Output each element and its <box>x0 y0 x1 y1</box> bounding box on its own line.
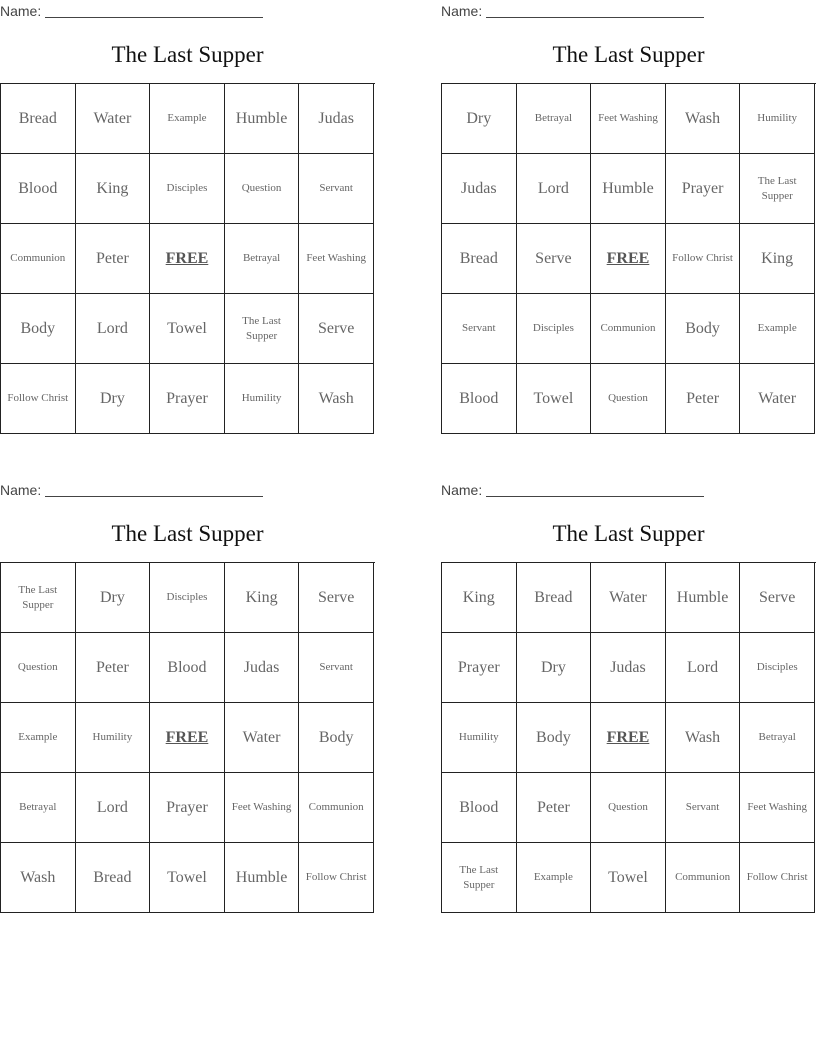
card-title: The Last Supper <box>111 521 264 546</box>
bingo-cell[interactable]: Bread <box>1 84 76 154</box>
bingo-cell[interactable]: The Last Supper <box>225 294 300 364</box>
bingo-cell[interactable]: Communion <box>666 843 741 913</box>
name-field-row <box>441 479 816 501</box>
bingo-cell[interactable]: Bread <box>442 224 517 294</box>
bingo-cell[interactable]: Feet Washing <box>225 773 300 843</box>
bingo-cell[interactable]: Water <box>591 563 666 633</box>
bingo-cell[interactable]: Question <box>591 773 666 843</box>
bingo-cell[interactable]: Bread <box>76 843 151 913</box>
card-title: The Last Supper <box>111 42 264 67</box>
bingo-cell[interactable]: Follow Christ <box>666 224 741 294</box>
bingo-cell[interactable]: Question <box>225 154 300 224</box>
bingo-cell[interactable]: Prayer <box>150 364 225 434</box>
bingo-cell[interactable]: The Last Supper <box>442 843 517 913</box>
bingo-cell[interactable]: Body <box>517 703 592 773</box>
bingo-cell[interactable]: Towel <box>150 843 225 913</box>
bingo-cell[interactable]: Example <box>150 84 225 154</box>
bingo-cell[interactable]: Disciples <box>150 563 225 633</box>
bingo-cell[interactable]: Water <box>225 703 300 773</box>
name-field-row <box>441 0 816 22</box>
bingo-cell[interactable]: Peter <box>76 224 151 294</box>
bingo-cell[interactable]: Water <box>740 364 815 434</box>
bingo-cell[interactable]: Wash <box>666 703 741 773</box>
bingo-cell[interactable]: Betrayal <box>1 773 76 843</box>
bingo-cell[interactable]: Betrayal <box>517 84 592 154</box>
bingo-cell[interactable]: Lord <box>76 773 151 843</box>
name-label: Name: <box>441 3 483 19</box>
bingo-cell[interactable]: Peter <box>517 773 592 843</box>
name-field-row <box>0 0 375 22</box>
free-space-cell[interactable]: FREE <box>150 224 225 294</box>
bingo-cell[interactable]: Serve <box>517 224 592 294</box>
bingo-cell[interactable]: Lord <box>517 154 592 224</box>
name-blank-line[interactable] <box>45 3 263 18</box>
bingo-cell[interactable]: Follow Christ <box>740 843 815 913</box>
bingo-cell[interactable]: Dry <box>76 563 151 633</box>
bingo-cell[interactable]: Humility <box>740 84 815 154</box>
bingo-cell[interactable]: Servant <box>299 154 374 224</box>
bingo-cell[interactable]: Feet Washing <box>299 224 374 294</box>
bingo-cell[interactable]: Serve <box>299 294 374 364</box>
bingo-cell[interactable]: Servant <box>299 633 374 703</box>
bingo-card-4 <box>441 479 816 913</box>
bingo-cell[interactable]: Humble <box>225 84 300 154</box>
bingo-cell[interactable]: Serve <box>299 563 374 633</box>
bingo-cell[interactable]: Betrayal <box>225 224 300 294</box>
bingo-cell[interactable]: Serve <box>740 563 815 633</box>
bingo-cell[interactable]: Disciples <box>740 633 815 703</box>
bingo-cell[interactable]: Humility <box>225 364 300 434</box>
bingo-card-1 <box>0 0 375 434</box>
bingo-cell[interactable]: King <box>76 154 151 224</box>
name-blank-line[interactable] <box>486 482 704 497</box>
bingo-cell[interactable]: Disciples <box>150 154 225 224</box>
bingo-grid <box>441 83 816 434</box>
name-blank-line[interactable] <box>45 482 263 497</box>
free-space-cell[interactable]: FREE <box>591 703 666 773</box>
bingo-cell[interactable]: Feet Washing <box>740 773 815 843</box>
bingo-cell[interactable]: Blood <box>442 364 517 434</box>
bingo-cell[interactable]: Lord <box>666 633 741 703</box>
bingo-cell[interactable]: Communion <box>591 294 666 364</box>
bingo-cell[interactable]: Wash <box>666 84 741 154</box>
bingo-cell[interactable]: Follow Christ <box>299 843 374 913</box>
bingo-cell[interactable]: Communion <box>1 224 76 294</box>
bingo-cell[interactable]: The Last Supper <box>1 563 76 633</box>
name-label: Name: <box>441 482 483 498</box>
bingo-cell[interactable]: Example <box>740 294 815 364</box>
bingo-cell[interactable]: Humble <box>666 563 741 633</box>
bingo-cell[interactable]: Peter <box>76 633 151 703</box>
bingo-grid <box>441 562 816 913</box>
free-space-cell[interactable]: FREE <box>591 224 666 294</box>
bingo-cell[interactable]: Wash <box>299 364 374 434</box>
bingo-cell[interactable]: Servant <box>442 294 517 364</box>
bingo-card-2 <box>441 0 816 434</box>
name-label: Name: <box>0 3 42 19</box>
bingo-cell[interactable]: Question <box>1 633 76 703</box>
bingo-cell[interactable]: Judas <box>299 84 374 154</box>
name-label: Name: <box>0 482 42 498</box>
bingo-cell[interactable]: King <box>225 563 300 633</box>
free-space-cell[interactable]: FREE <box>150 703 225 773</box>
bingo-cell[interactable]: Towel <box>591 843 666 913</box>
bingo-cell[interactable]: Dry <box>76 364 151 434</box>
name-field-row <box>0 479 375 501</box>
bingo-cell[interactable]: Humility <box>442 703 517 773</box>
bingo-cell[interactable]: Example <box>1 703 76 773</box>
bingo-cell[interactable]: Judas <box>225 633 300 703</box>
bingo-cell[interactable]: King <box>442 563 517 633</box>
bingo-cell[interactable]: Prayer <box>150 773 225 843</box>
name-blank-line[interactable] <box>486 3 704 18</box>
bingo-cell[interactable]: Peter <box>666 364 741 434</box>
card-title: The Last Supper <box>552 521 705 546</box>
bingo-cell[interactable]: Wash <box>1 843 76 913</box>
bingo-cell[interactable]: Bread <box>517 563 592 633</box>
bingo-cell[interactable]: Betrayal <box>740 703 815 773</box>
bingo-cell[interactable]: Follow Christ <box>1 364 76 434</box>
bingo-cell[interactable]: Prayer <box>666 154 741 224</box>
bingo-cell[interactable]: Humility <box>76 703 151 773</box>
bingo-cell[interactable]: Blood <box>1 154 76 224</box>
bingo-cell[interactable]: Example <box>517 843 592 913</box>
bingo-cell[interactable]: Humble <box>225 843 300 913</box>
bingo-cell[interactable]: Judas <box>591 633 666 703</box>
bingo-card-3 <box>0 479 375 913</box>
bingo-cell[interactable]: Feet Washing <box>591 84 666 154</box>
bingo-cell[interactable]: Communion <box>299 773 374 843</box>
bingo-cell[interactable]: Dry <box>442 84 517 154</box>
bingo-cell[interactable]: Body <box>666 294 741 364</box>
bingo-cell[interactable]: Question <box>591 364 666 434</box>
bingo-cell[interactable]: Body <box>299 703 374 773</box>
bingo-cell[interactable]: Humble <box>591 154 666 224</box>
bingo-grid <box>0 562 375 913</box>
bingo-cell[interactable]: The Last Supper <box>740 154 815 224</box>
bingo-cell[interactable]: Body <box>1 294 76 364</box>
bingo-cell[interactable]: Prayer <box>442 633 517 703</box>
bingo-cell[interactable]: Servant <box>666 773 741 843</box>
bingo-cell[interactable]: Towel <box>517 364 592 434</box>
bingo-cell[interactable]: Dry <box>517 633 592 703</box>
card-title: The Last Supper <box>552 42 705 67</box>
bingo-cell[interactable]: Disciples <box>517 294 592 364</box>
bingo-cell[interactable]: Water <box>76 84 151 154</box>
bingo-cell[interactable]: King <box>740 224 815 294</box>
bingo-cell[interactable]: Blood <box>442 773 517 843</box>
bingo-cell[interactable]: Judas <box>442 154 517 224</box>
bingo-cell[interactable]: Towel <box>150 294 225 364</box>
bingo-cell[interactable]: Lord <box>76 294 151 364</box>
bingo-cell[interactable]: Blood <box>150 633 225 703</box>
bingo-grid <box>0 83 375 434</box>
